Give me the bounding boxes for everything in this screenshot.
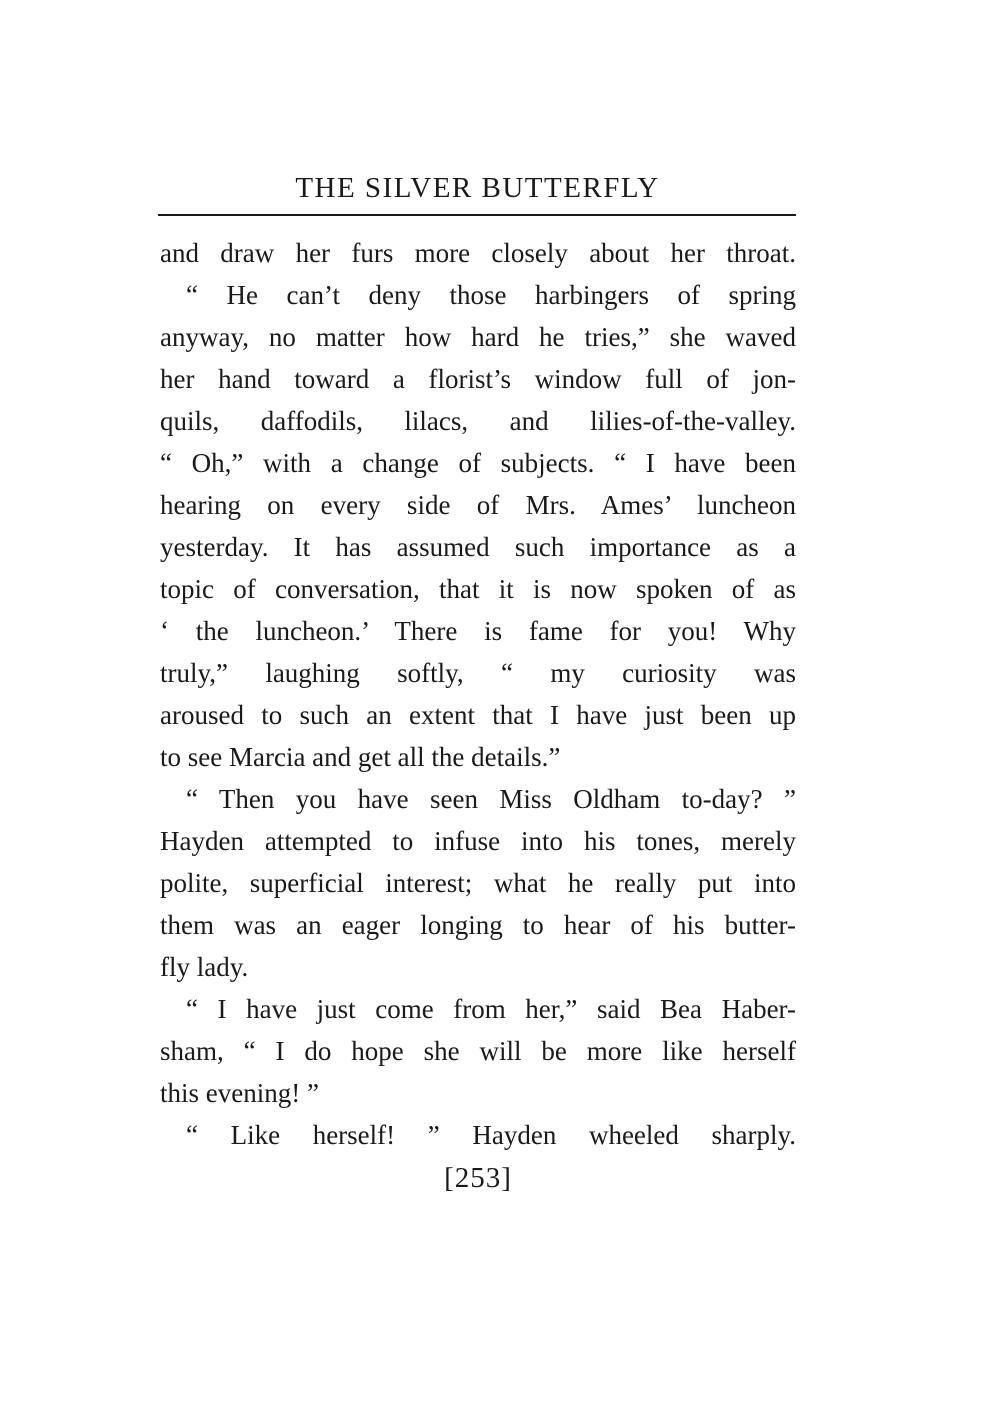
- text-line: fly lady.: [160, 952, 249, 982]
- text-line: truly,” laughing softly, “ my curiosity was: [160, 658, 796, 688]
- text-line: aroused to such an extent that I have just been up: [160, 700, 796, 730]
- text-line: “ I have just come from her,” said Bea Haber-: [186, 994, 796, 1024]
- text-line: Hayden attempted to infuse into his tones, merely: [160, 826, 796, 856]
- text-line: and draw her furs more closely about her throat.: [160, 238, 796, 268]
- text-line: them was an eager longing to hear of his butter-: [160, 910, 796, 940]
- page-number: [253]: [444, 1162, 512, 1194]
- body-text: [160, 232, 796, 1156]
- text-line: “ Oh,” with a change of subjects. “ I have been: [160, 448, 796, 478]
- text-line: polite, superficial interest; what he really put into: [160, 868, 796, 898]
- text-line: her hand toward a florist’s window full of jon-: [160, 364, 796, 394]
- text-line: hearing on every side of Mrs. Ames’ luncheon: [160, 490, 796, 520]
- text-line: sham, “ I do hope she will be more like herself: [160, 1036, 796, 1066]
- text-line: this evening! ”: [160, 1078, 319, 1108]
- text-line: ‘ the luncheon.’ There is fame for you! Why: [160, 616, 796, 646]
- text-line: “ Like herself! ” Hayden wheeled sharply.: [186, 1120, 796, 1150]
- text-line: topic of conversation, that it is now spoken of as: [160, 574, 796, 604]
- running-head: THE SILVER BUTTERFLY: [295, 172, 660, 204]
- text-line: to see Marcia and get all the details.”: [160, 742, 561, 772]
- text-line: anyway, no matter how hard he tries,” she waved: [160, 322, 796, 352]
- text-line: quils, daffodils, lilacs, and lilies-of-the-valley.: [160, 406, 796, 436]
- header-rule: [158, 214, 796, 216]
- text-line: “ He can’t deny those harbingers of spring: [186, 280, 796, 310]
- text-line: yesterday. It has assumed such importance as a: [160, 532, 796, 562]
- text-line: “ Then you have seen Miss Oldham to-day? ”: [186, 784, 796, 814]
